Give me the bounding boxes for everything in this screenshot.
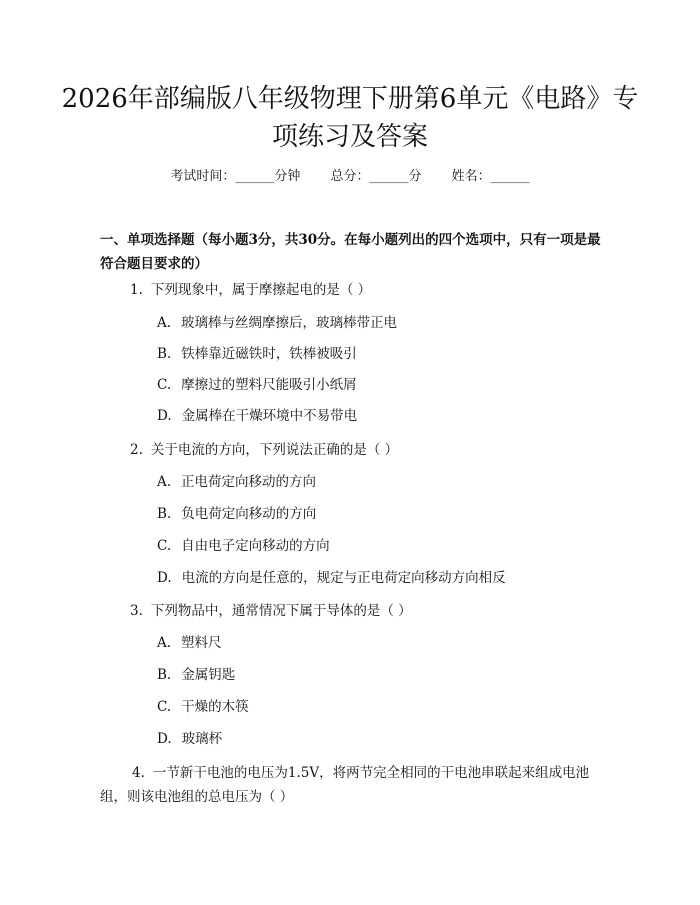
option-2c	[157, 535, 597, 557]
option-letter: C.	[157, 699, 172, 715]
option-1b	[157, 343, 597, 365]
option-text: 电流的方向是任意的，规定与正电荷定向移动方向相反	[181, 570, 506, 586]
question-text: 下列现象中，属于摩擦起电的是（ ）	[150, 282, 372, 298]
option-text: 金属钥匙	[181, 667, 236, 683]
option-text: 金属棒在干燥环境中不易带电	[181, 408, 358, 424]
option-3c	[157, 696, 597, 718]
option-letter: D.	[157, 570, 172, 586]
option-letter: B.	[157, 506, 172, 522]
question-3	[130, 599, 600, 623]
option-1d	[157, 405, 597, 427]
option-2d	[157, 567, 597, 589]
option-letter: D.	[157, 731, 172, 747]
option-letter: A.	[157, 315, 172, 331]
option-1c	[157, 374, 597, 396]
option-text: 玻璃杯	[181, 731, 223, 747]
section-heading: 一、单项选择题（每小题3分，共30分。在每小题列出的四个选项中，只有一项是最符合题目要求的）	[100, 232, 601, 272]
option-2a	[157, 471, 597, 493]
option-letter: D.	[157, 408, 172, 424]
option-3a	[157, 632, 597, 654]
option-text: 自由电子定向移动的方向	[181, 538, 330, 554]
student-name-field: 姓名：______	[451, 169, 530, 184]
option-3d	[157, 728, 597, 750]
question-2	[130, 438, 600, 462]
option-letter: A.	[157, 474, 172, 490]
option-1a	[157, 312, 597, 334]
option-letter: C.	[157, 377, 172, 393]
option-text: 塑料尺	[181, 635, 222, 651]
exam-info-line	[0, 168, 700, 186]
option-2b	[157, 503, 597, 525]
question-number: 3.	[130, 603, 143, 619]
question-number: 2.	[130, 442, 143, 458]
option-letter: C.	[157, 538, 172, 554]
question-text: 关于电流的方向，下列说法正确的是（ ）	[150, 442, 399, 458]
option-text: 玻璃棒与丝绸摩擦后，玻璃棒带正电	[181, 315, 398, 331]
option-text: 干燥的木筷	[181, 699, 249, 715]
question-number: 4.	[132, 765, 145, 781]
question-text: 一节新干电池的电压为1.5V，将两节完全相同的干电池串联起来组成电池组，则该电池组的总电压为（ ）	[100, 765, 590, 805]
option-text: 摩擦过的塑料尺能吸引小纸屑	[181, 377, 357, 393]
option-letter: A.	[157, 635, 172, 651]
question-4	[100, 761, 605, 809]
exam-time-field: 考试时间：______分钟	[170, 169, 301, 184]
option-letter: B.	[157, 667, 172, 683]
option-text: 正电荷定向移动的方向	[181, 474, 317, 490]
document-title: 2026年部编版八年级物理下册第6单元《电路》专项练习及答案	[61, 84, 639, 152]
option-letter: B.	[157, 346, 172, 362]
total-score-field: 总分：______分	[330, 169, 422, 184]
question-text: 下列物品中，通常情况下属于导体的是（ ）	[150, 603, 412, 619]
question-number: 1.	[130, 282, 143, 298]
option-text: 负电荷定向移动的方向	[181, 506, 317, 522]
question-1	[130, 278, 600, 302]
option-text: 铁棒靠近磁铁时，铁棒被吸引	[181, 346, 357, 362]
option-3b	[157, 664, 597, 686]
